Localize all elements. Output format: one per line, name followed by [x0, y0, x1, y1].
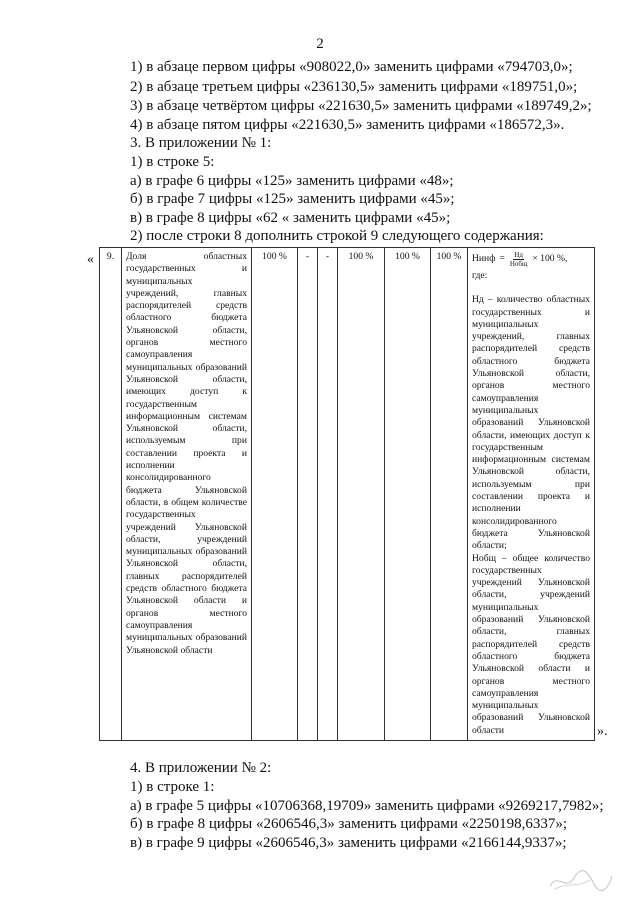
value-cell-col6: 100 %: [338, 248, 385, 741]
section-heading: 3. В приложении № 1:: [130, 135, 272, 151]
scribble-mark: [548, 868, 614, 894]
amendment-line: 3) в абзаце четвёртом цифры «221630,5» заменить цифрами «189749,2»;: [130, 98, 592, 114]
indicator-description-cell: Доля областных государственных и муниципальных учреждений, главных распорядителей средств областного бюджета Ульяновской области, органов местного самоуправления муниципальных образований Ульяновской области, имеющих доступ к государственным информационным системам Ульяновской области, используемым при составлении проекта и исполнении консолидированного бюджета Ульяновской области, в общем количестве государственных учреждений Ульяновской области, учреждений муниципальных образований Ульяновской области, главных распорядителей средств областного бюджета Ульяновской области и органов местного самоуправления муниципальных образований Ульяновской области: [122, 248, 252, 741]
section-heading: 4. В приложении № 2:: [130, 760, 272, 776]
formula: [472, 251, 590, 268]
amendment-line: в) в графе 8 цифры «62 « заменить цифрами «45»;: [130, 210, 451, 226]
amendment-line: 2) после строки 8 дополнить строкой 9 следующего содержания:: [130, 228, 544, 244]
calculation-method-cell: [468, 248, 595, 741]
value-cell-col3: 100 %: [252, 248, 298, 741]
formula-numerator: Нд: [514, 251, 523, 259]
formula-rhs: × 100 %,: [532, 253, 568, 265]
formula-fraction: [509, 251, 529, 268]
formula-denominator: Нобщ: [509, 260, 528, 268]
opening-quote: «: [87, 252, 94, 267]
value-cell-col4: -: [298, 248, 318, 741]
formula-lhs: Нинф: [472, 253, 496, 265]
nobsch-definition: Нобщ – общее количество государственных учреждений Ульяновской области, учреждений муниципальных образований Ульяновской области, главных распорядителей средств областного бюджета Ульяновской области и органов местного самоуправления муниципальных образований Ульяновской области: [472, 552, 590, 736]
value-cell-col5: -: [318, 248, 338, 741]
amendment-line: 1) в строке 5:: [130, 154, 215, 170]
row-number-cell: 9.: [100, 248, 122, 741]
where-label: где:: [472, 270, 488, 281]
amendment-line: в) в графе 9 цифры «2606546,3» заменить цифрами «2166144,9337»;: [130, 835, 567, 851]
value-cell-col7: 100 %: [385, 248, 431, 741]
amendment-line: а) в графе 5 цифры «10706368,19709» заменить цифрами «9269217,7982»;: [130, 798, 604, 814]
amendment-line: 1) в абзаце первом цифры «908022,0» заменить цифрами «794703,0»;: [130, 59, 573, 75]
amendment-line: 2) в абзаце третьем цифры «236130,5» заменить цифрами «189751,0»;: [130, 79, 578, 95]
nd-definition: Нд – количество областных государственных и муниципальных учреждений, главных распорядителей средств областного бюджета Ульяновской области, органов местного самоуправления муниципальных образований Ульяновской области, имеющих доступ к государственным информационным системам Ульяновской области, используемым при составлении проекта и исполнении консолидированного бюджета Ульяновской области;: [472, 294, 590, 552]
page-number: 2: [316, 36, 324, 52]
value-cell-col8: 100 %: [431, 248, 468, 741]
indicator-table: [99, 247, 595, 741]
amendment-line: 1) в строке 1:: [130, 779, 215, 795]
amendment-line: 4) в абзаце пятом цифры «221630,5» заменить цифрами «186572,3».: [130, 117, 565, 133]
closing-quote: ».: [597, 724, 608, 739]
table-row: [100, 248, 595, 741]
amendment-line: б) в графе 8 цифры «2606546,3» заменить цифрами «2250198,6337»;: [130, 816, 568, 832]
amendment-line: б) в графе 7 цифры «125» заменить цифрами «45»;: [130, 191, 455, 207]
formula-equals: =: [499, 253, 505, 265]
amendment-line: а) в графе 6 цифры «125» заменить цифрами «48»;: [130, 173, 454, 189]
